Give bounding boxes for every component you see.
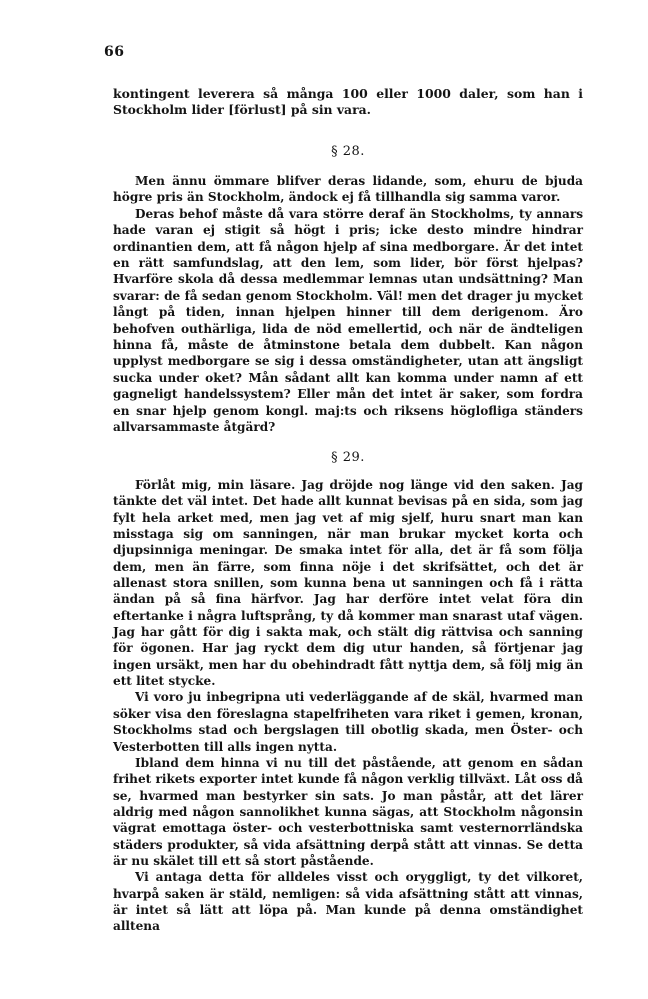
paragraph: Ibland dem hinna vi nu till det påstående, att genom en sådan frihet rikets exporter intet kunde få någon verklig tillväxt. Låt oss då se, hvarmed man bestyrker sin sats. Jo man påstår, att det lärer aldrig med någon sannolikhet kunna sägas, att Stockholm någonsin vägrat emottaga öster- och vesterbottniska samt vesternorrländska städers produkter, så vida afsättning derpå stått att vinnas. Se detta är nu skälet till ett så stort påstående.: [113, 755, 583, 868]
section-29-body: [113, 477, 583, 935]
paragraph: Men ännu ömmare blifver deras lidande, som, ehuru de bjuda högre pris än Stockholm, ändock ej få tillhandla sig samma varor.: [113, 174, 583, 205]
section-28-body: [113, 173, 583, 436]
section-heading-28: § 28.: [331, 144, 365, 159]
continuation-paragraph: [113, 86, 583, 118]
paragraph: Förlåt mig, min läsare. Jag dröjde nog länge vid den saken. Jag tänkte det väl intet. Det hade allt kunnat bevisas på en sida, som jag fylt hela arket med, men jag vet af mig sjelf, huru snart man kan misstaga sig om sanningen, när man brukar mycket korta och djupsinniga meningar. De smaka intet för alla, det är få som följa dem, men än färre, som finna nöje i det skrifsättet, och det är allenast stora snillen, som kunna bena ut sanningen och få i rätta ändan på så fina härfvor. Jag har derföre intet velat föra din eftertanke i några luftsprång, ty då kommer man snarast utaf vägen. Jag har gått för dig i sakta mak, och stält dig rättvisa och sanning för ögonen. Har jag ryckt dem dig utur handen, så förtjenar jag ingen ursäkt, men har du obehindradt fått nyttja dem, så följ mig än ett litet stycke.: [113, 478, 583, 689]
paragraph: Vi antaga detta för alldeles visst och oryggligt, ty det vilkoret, hvarpå saken är stäld, nemligen: så vida afsättning stått att vinnas, är intet så lätt att löpa på. Man kunde på denna omständighet alltena: [113, 870, 583, 934]
paragraph: Vi voro ju inbegripna uti vederläggande af de skäl, hvarmed man söker visa den föreslagna stapelfriheten vara riket i gemen, kronan, Stockholms stad och bergslagen till obotlig skada, men Öster- och Vesterbotten till alls ingen nytta.: [113, 690, 583, 754]
paragraph: Deras behof måste då vara större deraf än Stockholms, ty annars hade varan ej stigit så högt i pris; icke desto mindre hindrar ordinantien dem, att få någon hjelp af sina medborgare. Är det intet en rätt samfundslag, att den lem, som lider, bör först hjelpas? Hvarföre skola då dessa medlemmar lemnas utan undsättning? Man svarar: de få sedan genom Stockholm. Väl! men det drager ju mycket långt på tiden, innan hjelpen hinner till dem derigenom. Äro behofven outhärliga, lida de nöd emellertid, och när de ändteligen hinna få, måste de åtminstone betala dem dubbelt. Kan någon upplyst medborgare se sig i dessa omständigheter, utan att ängsligt sucka under oket? Mån sådant allt kan komma under namn af ett gagneligt handelssystem? Eller mån det intet är saker, som fordra en snar hjelp genom kongl. maj:ts och riksens höglofliga ständers allvarsammaste åtgärd?: [113, 206, 583, 435]
paragraph: kontingent leverera så många 100 eller 1000 daler, som han i Stockholm lider [förlust] på sin vara.: [113, 86, 583, 118]
section-heading-29: § 29.: [331, 450, 365, 465]
page-number: 66: [104, 44, 125, 60]
